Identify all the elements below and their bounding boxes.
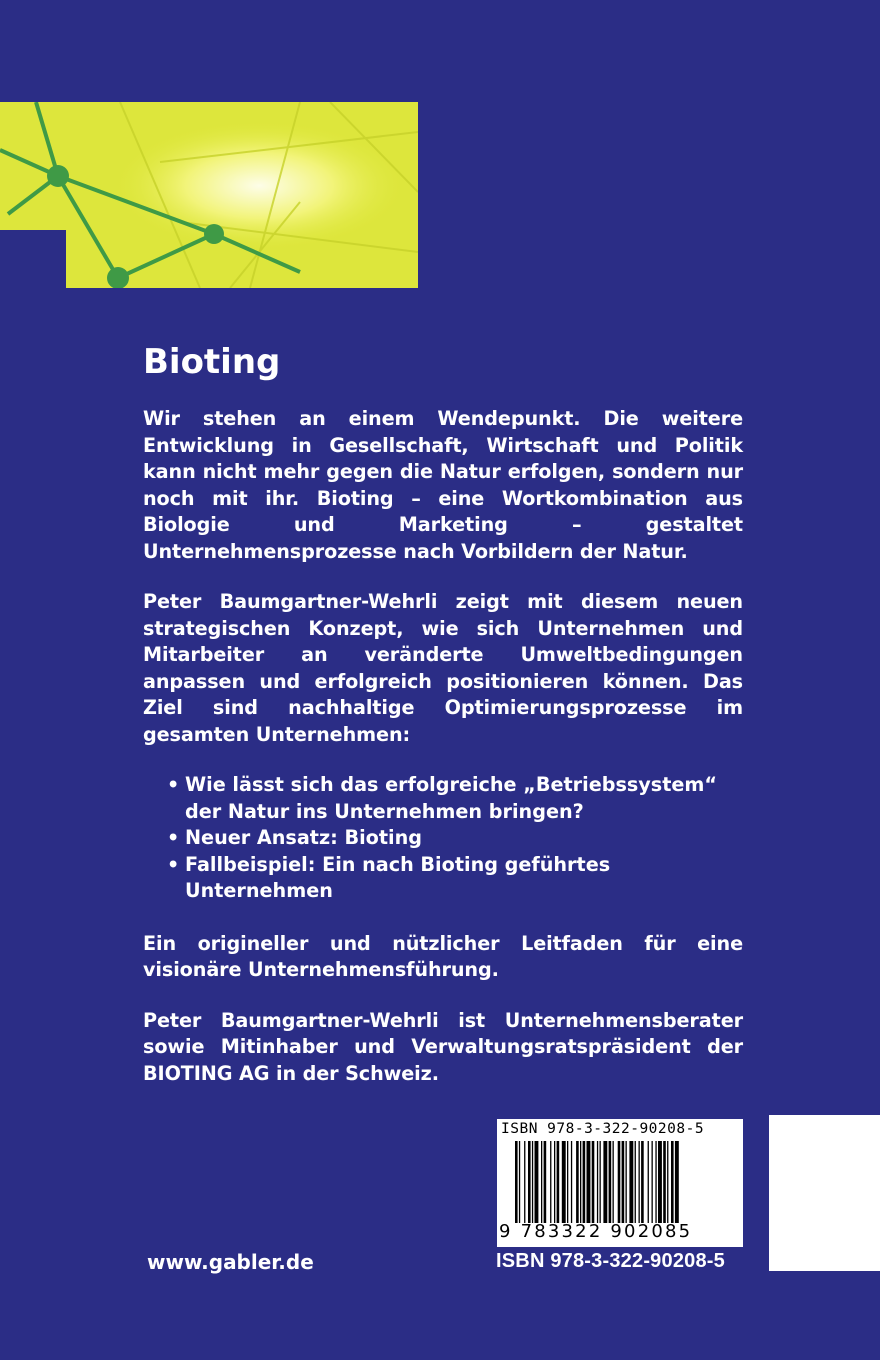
- barcode-bar: [655, 1141, 656, 1223]
- barcode-bar: [587, 1141, 591, 1223]
- barcode-bar: [541, 1141, 542, 1223]
- barcode-bar: [629, 1141, 633, 1223]
- barcode-bar: [583, 1141, 586, 1223]
- barcode-bar: [618, 1141, 621, 1223]
- summary-paragraph: Ein origineller und nützlicher Leitfaden für eine visionäre Unternehmensführung.: [143, 931, 743, 981]
- book-title: Bioting: [143, 342, 281, 382]
- barcode-bar: [641, 1141, 644, 1223]
- barcode-bar: [671, 1141, 674, 1223]
- barcode-bar: [519, 1141, 520, 1223]
- barcode-bar: [663, 1141, 666, 1223]
- barcode-bar: [622, 1141, 625, 1223]
- barcode-bar: [667, 1141, 668, 1223]
- barcode-bar: [675, 1141, 679, 1223]
- barcode-bar: [528, 1141, 531, 1223]
- barcode-bar: [592, 1141, 595, 1223]
- barcode-bar: [535, 1141, 539, 1223]
- list-item: • Fallbeispiel: Ein nach Bioting geführtes Unternehmen: [167, 852, 611, 902]
- isbn-text-bottom: ISBN 978-3-322-90208-5: [496, 1250, 725, 1272]
- barcode-bar: [648, 1141, 649, 1223]
- barcode-bar: [635, 1141, 636, 1223]
- barcode-bar: [554, 1141, 555, 1223]
- publisher-website: www.gabler.de: [147, 1250, 314, 1274]
- barcode-bar: [571, 1141, 572, 1223]
- barcode-bar: [652, 1141, 653, 1223]
- barcode-bar: [562, 1141, 566, 1223]
- barcode-bar: [626, 1141, 627, 1223]
- barcode-bar: [557, 1141, 560, 1223]
- barcode-bar: [603, 1141, 607, 1223]
- topic-list: [143, 772, 743, 905]
- back-cover-text: [143, 340, 743, 1111]
- barcode-bar: [613, 1141, 614, 1223]
- isbn-text-top: ISBN 978-3-322-90208-5: [501, 1121, 705, 1137]
- price-sticker-area: [769, 1115, 880, 1271]
- barcode-label: [497, 1119, 743, 1247]
- list-item: • Neuer Ansatz: Bioting: [167, 825, 743, 852]
- cover-leaf-network-image: [0, 102, 418, 288]
- barcode-bar: [532, 1141, 533, 1223]
- barcode-bar: [639, 1141, 640, 1223]
- barcode-bar: [609, 1141, 612, 1223]
- barcode-bar: [524, 1141, 525, 1223]
- author-bio-paragraph: Peter Baumgartner-Wehrli ist Unternehmensberater sowie Mitinhaber und Verwaltungsratspräsident der BIOTING AG in der Schweiz.: [143, 1008, 743, 1085]
- barcode-bar: [544, 1141, 547, 1223]
- barcode-bar: [600, 1141, 601, 1223]
- barcode-digits: 9 783322 902085: [499, 1221, 693, 1242]
- bullet-icon: •: [167, 773, 180, 796]
- barcode-bar: [597, 1141, 598, 1223]
- concept-paragraph: Peter Baumgartner-Wehrli zeigt mit diesem neuen strategischen Konzept, wie sich Unternehmen und Mitarbeiter an veränderte Umweltbedingungen anpassen und erfolgreich positionieren können. Das Ziel sind nachhaltige Optimierungsprozesse im gesamten Unternehmen:: [143, 590, 743, 746]
- barcode-icon: [515, 1141, 727, 1223]
- barcode-bar: [550, 1141, 551, 1223]
- barcode-bar: [567, 1141, 568, 1223]
- intro-paragraph: Wir stehen an einem Wendepunkt. Die weitere Entwicklung in Gesellschaft, Wirtschaft und Politik kann nicht mehr gegen die Natur erfolgen, sondern nur noch mit ihr. Bioting – eine Wortkombination aus Biologie und Marketing – gestaltet Unternehmensprozesse nach Vorbildern der Natur.: [143, 407, 743, 563]
- barcode-bar: [576, 1141, 579, 1223]
- barcode-bar: [580, 1141, 581, 1223]
- bullet-icon: •: [167, 852, 180, 876]
- barcode-bar: [515, 1141, 518, 1223]
- bullet-icon: •: [167, 826, 180, 849]
- barcode-bar: [658, 1141, 662, 1223]
- list-item: • Wie lässt sich das erfolgreiche „Betriebssystem“ der Natur ins Unternehmen bringen?: [167, 773, 718, 823]
